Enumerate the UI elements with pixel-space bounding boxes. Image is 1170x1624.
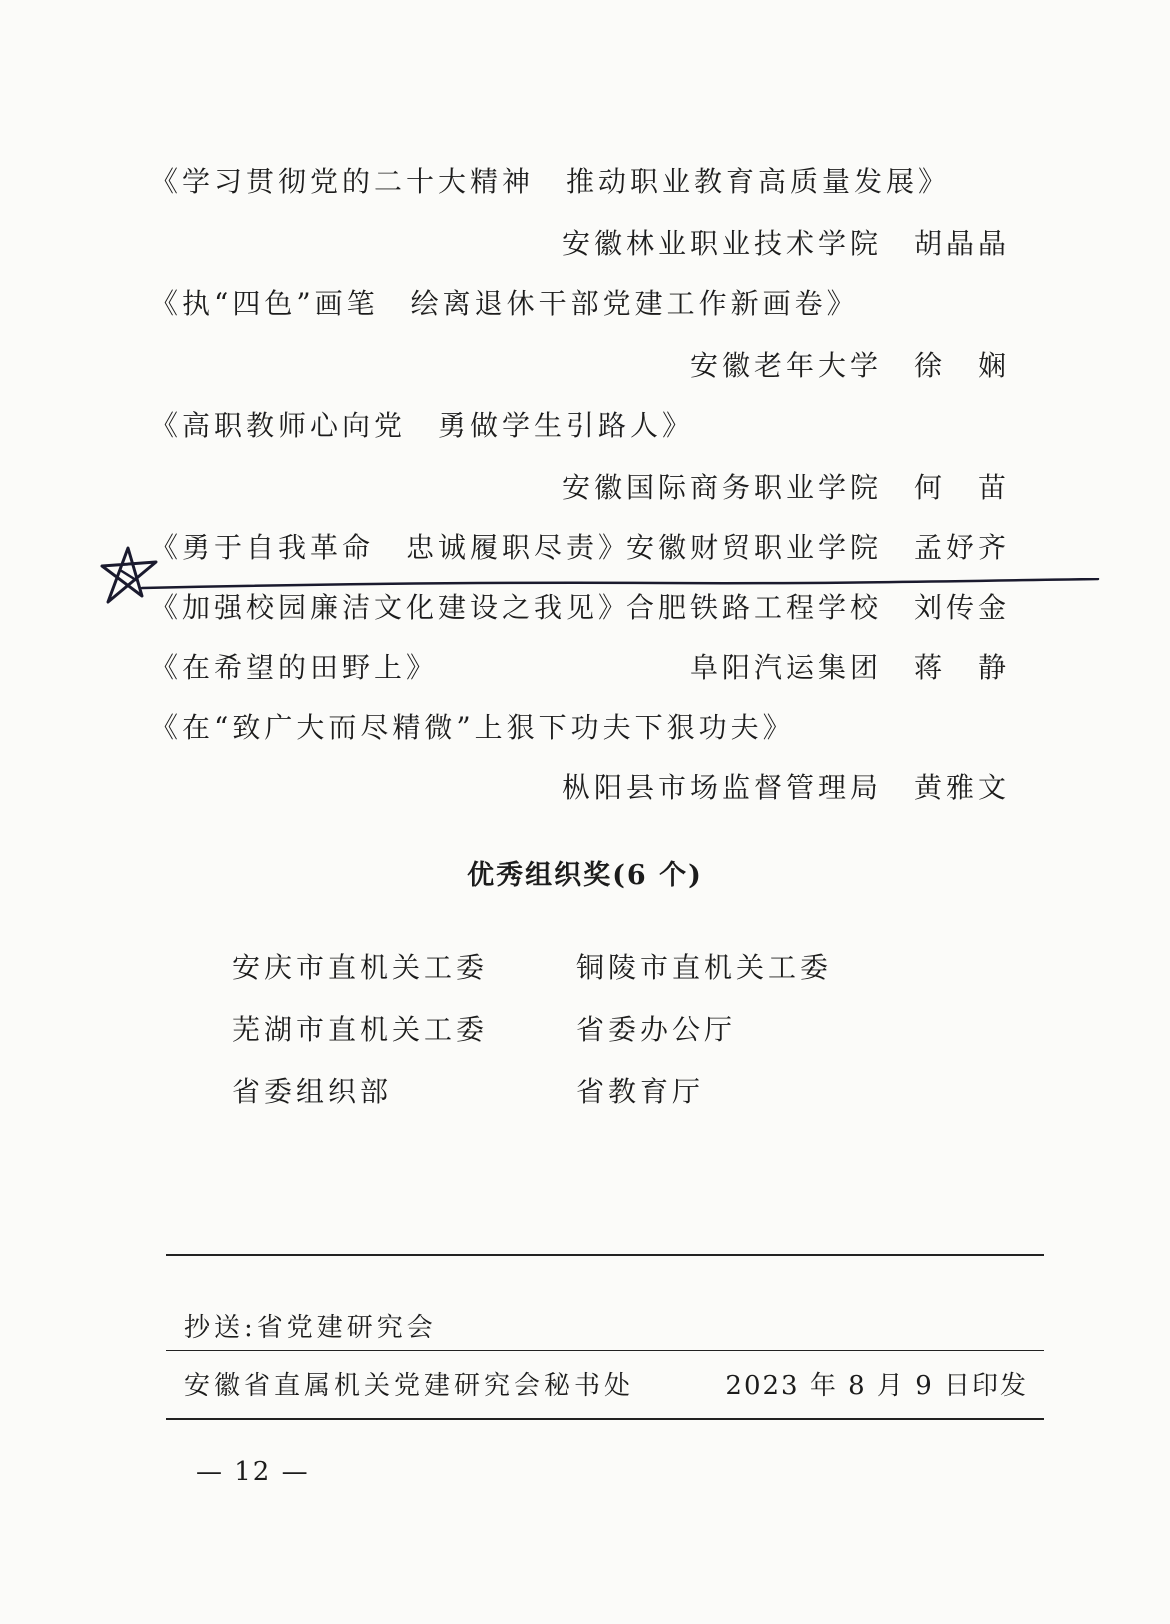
- footer-mid-rule: [166, 1350, 1044, 1351]
- entry-byline: [690, 650, 1010, 686]
- entry-author: 刘传金: [913, 591, 1010, 624]
- entry-unit: 阜阳汽运集团: [689, 651, 882, 684]
- award-org: 安庆市直机关工委: [232, 951, 489, 984]
- entry-title: 《执“四色”画笔 绘离退休干部党建工作新画卷》: [150, 287, 859, 320]
- entry-title: 《在“致广大而尽精微”上狠下功夫下狠功夫》: [150, 711, 795, 744]
- entry-title: 《在希望的田野上》: [150, 651, 439, 684]
- entry-unit: 安徽财贸职业学院: [625, 531, 882, 564]
- award-org: 省委办公厅: [576, 1013, 737, 1046]
- entry-author: 黄雅文: [913, 771, 1010, 804]
- award-org: 省委组织部: [232, 1075, 393, 1108]
- entry-unit: 安徽老年大学: [689, 349, 882, 382]
- entry-byline: [562, 226, 1010, 262]
- entry-byline: [626, 530, 1010, 566]
- entry-author: 蒋 静: [913, 651, 1010, 684]
- award-heading: 优秀组织奖(6 个): [467, 860, 703, 891]
- entry-byline: [562, 770, 1010, 806]
- footer-bottom-rule: [166, 1418, 1044, 1420]
- entry-byline: [562, 470, 1010, 506]
- footer-cc: 抄送:省党建研究会: [184, 1313, 437, 1343]
- award-org: 省教育厅: [576, 1075, 705, 1108]
- entry-title: 《加强校园廉洁文化建设之我见》: [150, 591, 631, 624]
- entry-unit: 合肥铁路工程学校: [625, 591, 882, 624]
- footer-issuer: 安徽省直属机关党建研究会秘书处: [184, 1371, 635, 1401]
- award-org: 芜湖市直机关工委: [232, 1013, 489, 1046]
- entry-title: 《高职教师心向党 勇做学生引路人》: [150, 409, 695, 442]
- page-number: — 12 —: [196, 1457, 310, 1487]
- entry-author: 何 苗: [913, 471, 1010, 504]
- award-org: 铜陵市直机关工委: [576, 951, 833, 984]
- entry-unit: 枞阳县市场监督管理局: [561, 771, 882, 804]
- entry-unit: 安徽林业职业技术学院: [561, 227, 882, 260]
- entry-byline: [626, 590, 1010, 626]
- entry-title: 《学习贯彻党的二十大精神 推动职业教育高质量发展》: [150, 165, 951, 198]
- entry-title: 《勇于自我革命 忠诚履职尽责》: [150, 531, 631, 564]
- entry-author: 孟妤齐: [913, 531, 1010, 564]
- footer-top-rule: [166, 1254, 1044, 1256]
- entry-unit: 安徽国际商务职业学院: [561, 471, 882, 504]
- entry-author: 胡晶晶: [913, 227, 1010, 260]
- entry-author: 徐 娴: [913, 349, 1010, 382]
- footer-date: 2023 年 8 月 9 日印发: [725, 1371, 1028, 1401]
- entry-byline: [690, 348, 1010, 384]
